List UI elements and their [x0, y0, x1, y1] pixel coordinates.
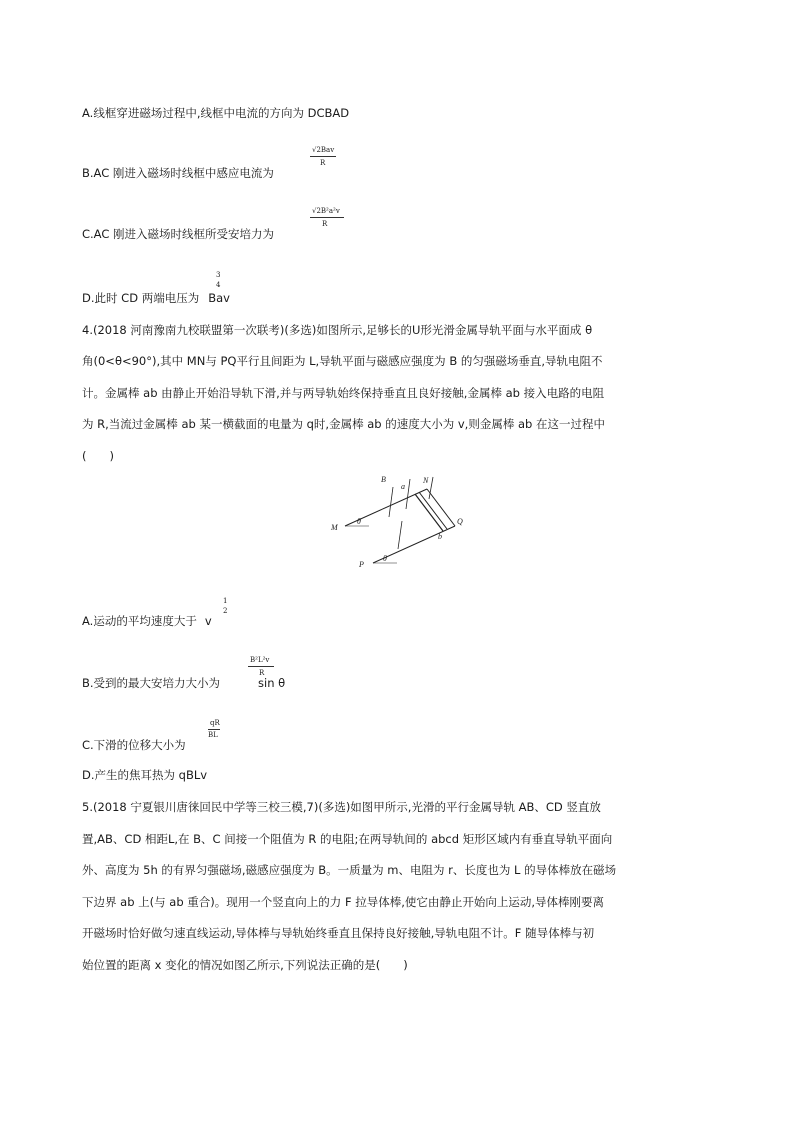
q3-option-c: C.AC 刚进入磁场时线框所受安培力为	[82, 227, 275, 241]
fraction-bar	[248, 666, 274, 667]
q4-option-a-denominator: 2	[223, 607, 228, 615]
q4-option-b	[82, 676, 285, 690]
q3-option-c-numerator: √2B²a²v	[312, 207, 340, 215]
label-m: M	[331, 523, 338, 532]
q5-stem-line-3: 外、高度为 5h 的有界匀强磁场,磁感应强度为 B。一质量为 m、电阻为 r、长度也为 L 的导体棒放在磁场	[82, 863, 617, 877]
fraction-bar	[310, 217, 344, 218]
q3-option-b: B.AC 刚进入磁场时线框中感应电流为	[82, 166, 274, 180]
field-arrow	[406, 479, 410, 509]
q5-stem-line-6: 始位置的距离 x 变化的情况如图乙所示,下列说法正确的是( )	[82, 958, 408, 972]
incline-rail-figure	[323, 469, 473, 581]
q4-option-c-denominator: BL	[208, 731, 218, 739]
label-a: a	[401, 482, 405, 491]
q4-stem-line-3: 计。金属棒 ab 由静止开始沿导轨下滑,并与两导轨始终保持垂直且良好接触,金属棒 ab 接入电路的电阻	[82, 386, 605, 400]
field-arrow	[389, 487, 393, 517]
q3-option-d-numerator: 3	[216, 271, 221, 279]
fraction-bar	[208, 729, 220, 730]
rail-diagram	[323, 469, 473, 581]
label-q: Q	[457, 517, 463, 526]
field-arrow	[398, 521, 402, 549]
label-b-lower: b	[438, 532, 442, 541]
q3-option-d-tail: Bav	[208, 291, 230, 305]
q4-option-c: C.下滑的位移大小为	[82, 738, 186, 752]
q4-stem-line-4: 为 R,当流过金属棒 ab 某一横截面的电量为 q时,金属棒 ab 的速度大小为 v,则金属棒 ab 在这一过程中	[82, 417, 605, 431]
label-n: N	[423, 476, 429, 485]
q5-stem-line-1: 5.(2018 宁夏银川唐徕回民中学等三校三模,7)(多选)如图甲所示,光滑的平行金属导轨 AB、CD 竖直放	[82, 800, 601, 814]
q4-option-b-text: B.受到的最大安培力大小为	[82, 676, 221, 690]
q5-stem-line-5: 开磁场时恰好做匀速直线运动,导体棒与导轨始终垂直且保持良好接触,导轨电阻不计。F 随导体棒与初	[82, 926, 595, 940]
q3-option-a: A.线框穿进磁场过程中,线框中电流的方向为 DCBAD	[82, 106, 350, 120]
q3-option-c-denominator: R	[322, 220, 328, 228]
q4-option-d: D.产生的焦耳热为 qBLv	[82, 768, 208, 782]
q3-option-d-text: D.此时 CD 两端电压为	[82, 291, 200, 305]
q4-option-b-numerator: B²L²v	[250, 656, 270, 664]
label-p: P	[359, 560, 364, 569]
q4-option-c-numerator: qR	[210, 719, 220, 727]
rod-ab	[415, 494, 443, 531]
q4-option-a-numerator: 1	[223, 597, 228, 605]
q4-stem-line-2: 角(0<θ<90°),其中 MN与 PQ平行且间距为 L,导轨平面与磁感应强度为 B 的匀强磁场垂直,导轨电阻不	[82, 354, 603, 368]
q5-stem-line-2: 置,AB、CD 相距L,在 B、C 间接一个阻值为 R 的电阻;在两导轨间的 abcd 矩形区域内有垂直导轨平面向	[82, 832, 613, 846]
q4-option-a-text: A.运动的平均速度大于	[82, 614, 197, 628]
q3-option-d	[82, 291, 230, 305]
q3-option-b-denominator: R	[320, 159, 326, 167]
q4-option-a	[82, 614, 212, 628]
q3-option-b-numerator: √2Bav	[312, 146, 335, 154]
q4-option-b-denominator: R	[259, 669, 265, 677]
q4-option-a-tail: v	[204, 614, 212, 628]
q4-answer-paren: ( )	[82, 449, 114, 463]
q5-stem-line-4: 下边界 ab 上(与 ab 重合)。现用一个竖直向上的力 F 拉导体棒,使它由静止开始向上运动,导体棒刚要离	[82, 895, 605, 909]
q4-stem-line-1: 4.(2018 河南豫南九校联盟第一次联考)(多选)如图所示,足够长的U形光滑金属导轨平面与水平面成 θ	[82, 323, 593, 337]
q4-option-b-tail: sin θ	[258, 676, 286, 690]
label-theta-1: θ	[357, 517, 361, 526]
q3-option-d-denominator: 4	[216, 281, 221, 289]
label-b: B	[381, 475, 386, 484]
label-theta-2: θ	[383, 554, 387, 563]
fraction-bar	[310, 156, 336, 157]
